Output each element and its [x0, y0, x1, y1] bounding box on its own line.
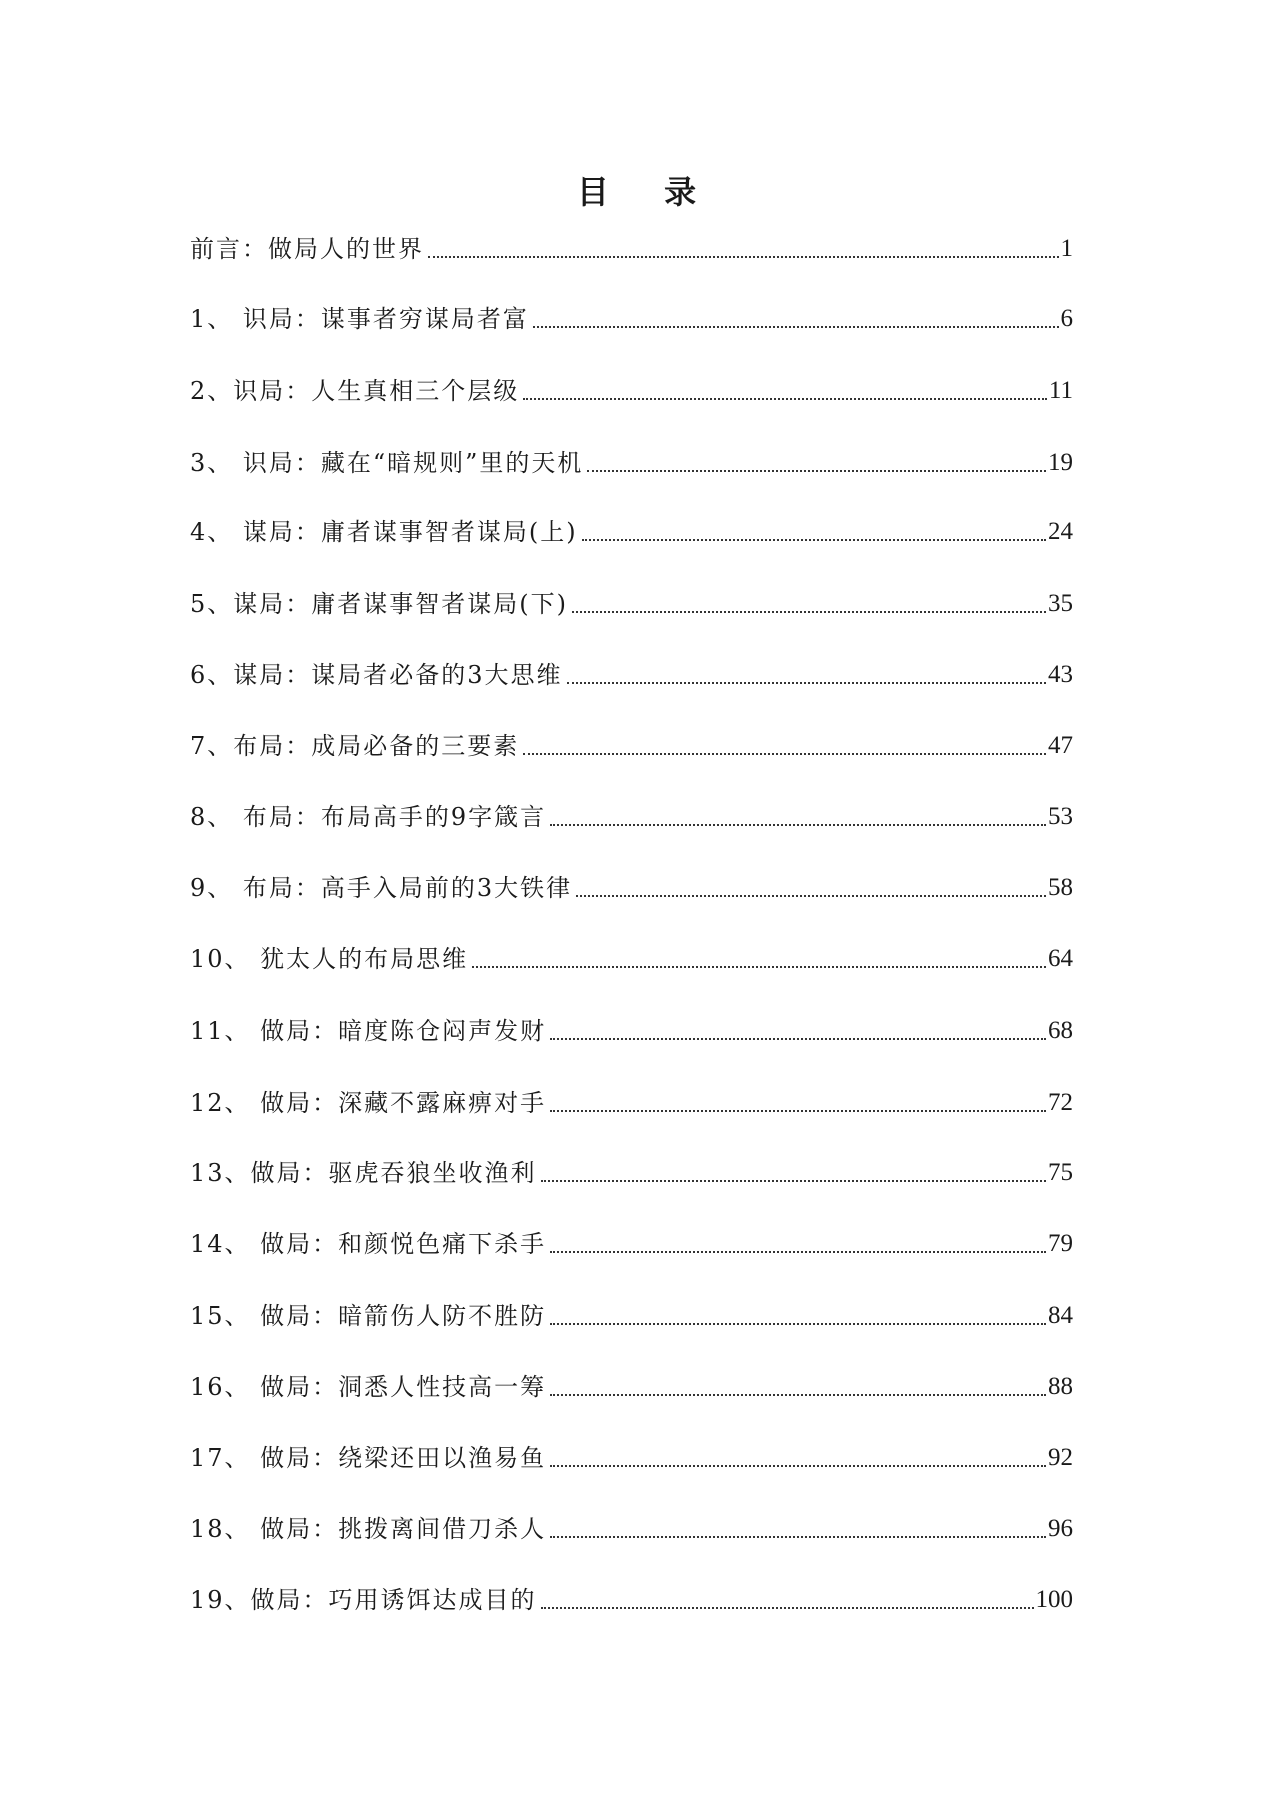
toc-entry[interactable] — [190, 800, 1073, 834]
dot-leader — [541, 1607, 1034, 1609]
toc-entry-page: 53 — [1048, 803, 1073, 830]
toc-entry-page: 96 — [1048, 1515, 1073, 1542]
dot-leader — [523, 753, 1046, 755]
toc-entry-page: 47 — [1048, 732, 1073, 759]
toc-entry-label: 16、 做局：洞悉人性技高一筹 — [190, 1373, 547, 1401]
toc-entry[interactable] — [190, 302, 1073, 336]
dot-leader — [550, 824, 1046, 826]
toc-entry[interactable] — [190, 446, 1073, 480]
toc-entry-page: 35 — [1048, 590, 1073, 617]
toc-entry-page: 72 — [1048, 1089, 1073, 1116]
toc-entry[interactable] — [190, 658, 1073, 692]
toc-entry-page: 75 — [1048, 1159, 1073, 1186]
toc-entry-label: 14、 做局：和颜悦色痛下杀手 — [190, 1230, 547, 1258]
toc-entry-page: 24 — [1048, 518, 1073, 545]
toc-entry[interactable] — [190, 587, 1073, 621]
toc-entry-label: 7、布局：成局必备的三要素 — [190, 732, 520, 760]
page-title: 目 录 — [576, 173, 719, 211]
toc-entry-label: 12、 做局：深藏不露麻痹对手 — [190, 1089, 547, 1117]
toc-entry[interactable] — [190, 1583, 1073, 1617]
dot-leader — [550, 1465, 1046, 1467]
dot-leader — [541, 1180, 1046, 1182]
toc-entry-label: 19、做局：巧用诱饵达成目的 — [190, 1586, 537, 1614]
toc-entry-page: 79 — [1048, 1230, 1073, 1257]
toc-entry-label: 11、 做局：暗度陈仓闷声发财 — [190, 1017, 547, 1045]
dot-leader — [550, 1251, 1046, 1253]
toc-entry-page: 68 — [1048, 1017, 1073, 1044]
toc-entry-page: 88 — [1048, 1373, 1073, 1400]
toc-entry-label: 3、 识局：藏在“暗规则”里的天机 — [190, 449, 584, 477]
toc-entry[interactable] — [190, 729, 1073, 763]
dot-leader — [472, 966, 1046, 968]
toc-entry-label: 18、 做局：挑拨离间借刀杀人 — [190, 1515, 547, 1543]
toc-entry[interactable] — [190, 232, 1073, 266]
dot-leader — [576, 895, 1046, 897]
toc-entry-label: 2、识局：人生真相三个层级 — [190, 377, 520, 405]
toc-entry-label: 1、 识局：谋事者穷谋局者富 — [190, 305, 529, 333]
toc-entry[interactable] — [190, 1086, 1073, 1120]
toc-entry[interactable] — [190, 1370, 1073, 1404]
toc-entry-page: 100 — [1035, 1586, 1073, 1613]
toc-entry-label: 13、做局：驱虎吞狼坐收渔利 — [190, 1159, 537, 1187]
toc-entry[interactable] — [190, 1227, 1073, 1261]
toc-entry[interactable] — [190, 1299, 1073, 1333]
toc-entry-label: 4、 谋局：庸者谋事智者谋局(上) — [190, 518, 578, 546]
dot-leader — [428, 256, 1059, 258]
toc-entry-page: 19 — [1048, 449, 1073, 476]
toc-entry-page: 6 — [1060, 305, 1073, 332]
toc-entry-label: 17、 做局：绕梁还田以渔易鱼 — [190, 1444, 547, 1472]
toc-entry-label: 9、 布局：高手入局前的3大铁律 — [190, 874, 573, 902]
toc-entry-page: 11 — [1048, 377, 1073, 404]
toc-entry[interactable] — [190, 871, 1073, 905]
toc-entry-label: 前言：做局人的世界 — [190, 235, 424, 263]
toc-entry[interactable] — [190, 1441, 1073, 1475]
toc-entry-label: 15、 做局：暗箭伤人防不胜防 — [190, 1302, 547, 1330]
dot-leader — [523, 398, 1047, 400]
toc-entry-page: 58 — [1048, 874, 1073, 901]
toc-entry-page: 64 — [1048, 945, 1073, 972]
toc-entry[interactable] — [190, 1512, 1073, 1546]
dot-leader — [550, 1394, 1046, 1396]
dot-leader — [550, 1536, 1046, 1538]
toc-entry[interactable] — [190, 374, 1073, 408]
toc-entry-label: 5、谋局：庸者谋事智者谋局(下) — [190, 590, 568, 618]
toc-entry[interactable] — [190, 1014, 1073, 1048]
dot-leader — [550, 1323, 1046, 1325]
toc-entry-page: 84 — [1048, 1302, 1073, 1329]
dot-leader — [582, 539, 1046, 541]
dot-leader — [550, 1038, 1046, 1040]
dot-leader — [587, 470, 1046, 472]
dot-leader — [533, 326, 1059, 328]
toc-entry[interactable] — [190, 942, 1073, 976]
toc-entry-label: 6、谋局：谋局者必备的3大思维 — [190, 661, 563, 689]
toc-entry[interactable] — [190, 1156, 1073, 1190]
dot-leader — [567, 682, 1046, 684]
toc-entry-page: 43 — [1048, 661, 1073, 688]
dot-leader — [550, 1110, 1046, 1112]
toc-entry-page: 1 — [1060, 235, 1073, 262]
dot-leader — [572, 611, 1046, 613]
toc-entry-page: 92 — [1048, 1444, 1073, 1471]
toc-entry-label: 8、 布局：布局高手的9字箴言 — [190, 803, 547, 831]
toc-entry[interactable] — [190, 515, 1073, 549]
toc-entry-label: 10、 犹太人的布局思维 — [190, 945, 469, 973]
